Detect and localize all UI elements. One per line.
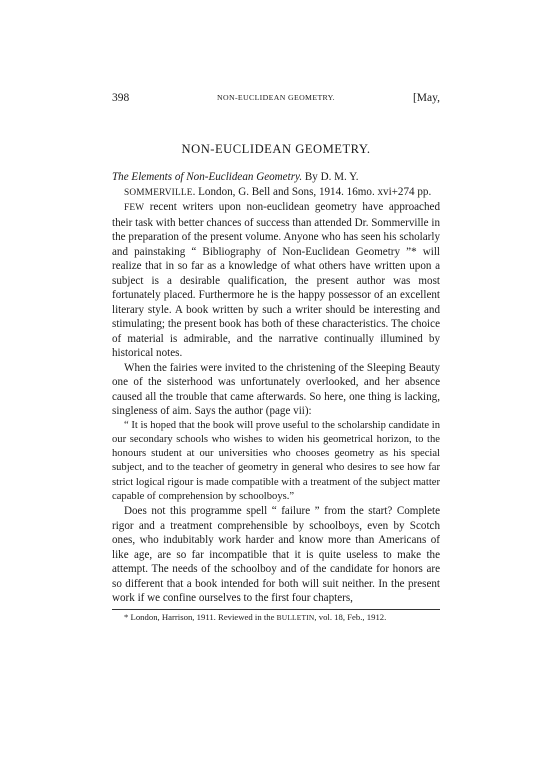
article-title: NON-EUCLIDEAN GEOMETRY. (181, 142, 371, 156)
book-citation (112, 170, 440, 200)
running-head (112, 92, 440, 108)
review-body (112, 170, 440, 623)
footnote-text-start: * London, Harrison, 1911. Reviewed in the (124, 611, 277, 622)
book-author: SOMMERVILLE (124, 187, 193, 198)
paragraph-2: When the fairies were invited to the christening of the Sleeping Beauty one of the sisterhood was unfortunately overlooked, and her absence caused all the trouble that came afterwards. So here, one thing is lacking, singleness of aim. Says the author (page vii): (112, 361, 440, 417)
paragraph-1-text: recent writers upon non-euclidean geometry have approached their task with better chances of success than attended Dr. Sommerville in the preparation of the present volume. Anyone who has seen his scholarly and painstaking “ Bibliography of Non-Euclidean Geometry ”* will realize that in so far as a knowledge of what others have written upon a subject is a desirable qualification, the present author was most fortunately placed. Furthermore he is the happy possessor of an excellent literary style. A book written by such a writer should be interesting and stimulating; the present book has both of these characteristics. The choice of material is admirable, and the narrative continually illumined by historical notes. (112, 201, 440, 359)
paragraph-3: Does not this programme spell “ failure ” from the start? Complete rigor and a treatment comprehensible by schoolboys, even by Scotch ones, who indubitably work harder and know more than Americans of like age, are so far incompatible that it is quite useless to make the attempt. The needs of the schoolboy and of the candidate for honors are so different that a book intended for both will suit neither. In the present work if we confine ourselves to the first four chapters, (112, 505, 440, 605)
footnote (112, 612, 440, 623)
journal-page (112, 92, 440, 623)
citation-by: By D. M. Y. (302, 171, 359, 183)
citation-publication: . London, G. Bell and Sons, 1914. 16mo. xvi+274 pp. (192, 185, 432, 198)
footnote-journal: BULLETIN (276, 612, 315, 622)
running-head-title: NON-EUCLIDEAN GEOMETRY. (217, 93, 335, 102)
paragraph-lead: FEW (124, 203, 145, 213)
author-quote: “ It is hoped that the book will prove useful to the scholarship candidate in our secondary schools who wishes to widen his geometrical horizon, to the honours student at our universities who chooses geometry as his special subject, and to the teacher of geometry in general who desires to see how far strict logical rigour is made compatible with a treatment of the subject matter capable of comprehension by schoolboys.” (112, 419, 440, 502)
book-title: The Elements of Non-Euclidean Geometry. (112, 171, 303, 183)
footnote-divider (112, 609, 440, 610)
footnote-text-end: , vol. 18, Feb., 1912. (314, 611, 387, 622)
running-head-date: [May, (412, 92, 440, 104)
page-number: 398 (112, 92, 130, 104)
paragraph-1 (112, 200, 440, 361)
